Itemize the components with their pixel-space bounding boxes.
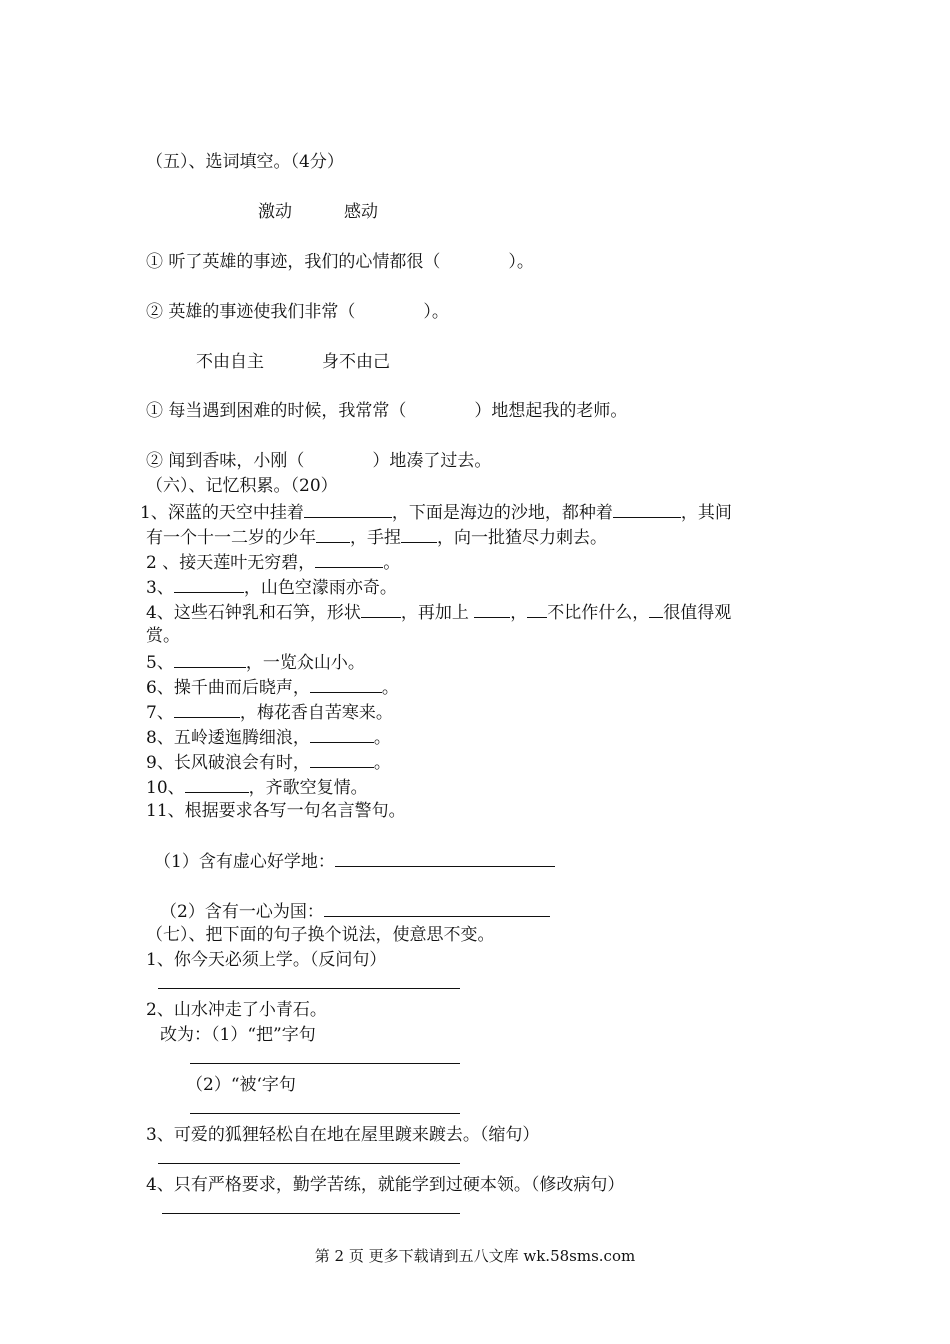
blank-line xyxy=(401,524,437,543)
memory-item-7: 7、 ，梅花香自苦寒来。 xyxy=(146,699,393,725)
question-subtext: （2）“被‘字句 xyxy=(186,1075,296,1095)
question-text: ② 英雄的事迹使我们非常（ ）。 xyxy=(146,302,449,322)
blank-line xyxy=(310,674,382,693)
blank-line xyxy=(361,599,401,618)
memory-item-9: 9、长风破浪会有时， 。 xyxy=(146,749,391,775)
question-text: 4、只有严格要求，勤学苦练，就能学到过硬本领。（修改病句） xyxy=(146,1175,625,1195)
answer-line xyxy=(190,1113,460,1114)
section6-title: （六）、记忆积累。（20） xyxy=(146,476,338,496)
answer-line xyxy=(190,1063,460,1064)
question-text: 1、你今天必须上学。（反问句） xyxy=(146,950,387,970)
blank-line xyxy=(474,599,510,618)
memory-item-3: 3、 ，山色空濛雨亦奇。 xyxy=(146,574,397,600)
page-footer: 第 2 页 更多下载请到五八文库 wk.58sms.com xyxy=(314,1247,636,1265)
blank-line xyxy=(174,699,240,718)
memory-item-10: 10、 ，齐歌空复情。 xyxy=(146,774,368,800)
question-text: ② 闻到香味，小刚（ ）地凑了过去。 xyxy=(146,451,492,471)
blank-line xyxy=(316,524,350,543)
blank-line xyxy=(335,848,555,867)
memory-item-4: 4、这些石钟乳和石笋，形状 ，再加上 ， 不比作什么， 很值得观 xyxy=(146,599,731,625)
word-option: 感动 xyxy=(344,202,378,222)
word-option: 身不由己 xyxy=(322,352,390,372)
memory-item-2: 2 、接天莲叶无穷碧， 。 xyxy=(146,549,400,575)
blank-line xyxy=(310,724,374,743)
blank-line xyxy=(324,898,550,917)
blank-line xyxy=(310,749,374,768)
memory-item-1-cont: 有一个十一二岁的少年 ，手捏 ，向一批猹尽力刺去。 xyxy=(146,524,607,550)
blank-line xyxy=(527,599,547,618)
blank-line xyxy=(315,549,383,568)
memory-item-8: 8、五岭逶迤腾细浪， 。 xyxy=(146,724,391,750)
question-text: ① 听了英雄的事迹，我们的心情都很（ ）。 xyxy=(146,252,534,272)
question-text: 3、可爱的狐狸轻松自在地在屋里踱来踱去。（缩句） xyxy=(146,1125,540,1145)
blank-line xyxy=(174,649,246,668)
blank-line xyxy=(174,574,244,593)
memory-item-11-2: （2）含有一心为国： xyxy=(160,898,550,924)
memory-item-6: 6、操千曲而后晓声， 。 xyxy=(146,674,399,700)
answer-line xyxy=(158,1163,460,1164)
word-option: 不由自主 xyxy=(196,352,264,372)
section5-title: （五）、选词填空。（4分） xyxy=(146,152,344,172)
memory-item-11: 11、根据要求各写一句名言警句。 xyxy=(146,801,406,821)
memory-item-5: 5、 ，一览众山小。 xyxy=(146,649,365,675)
question-subtext: 改为：（1）“把”字句 xyxy=(160,1025,316,1045)
word-option: 激动 xyxy=(258,202,292,222)
memory-item-4-cont: 赏。 xyxy=(146,626,180,646)
blank-line xyxy=(304,499,392,518)
answer-line xyxy=(158,988,460,989)
blank-line xyxy=(613,499,681,518)
memory-item-1: 1、深蓝的天空中挂着 ，下面是海边的沙地，都种着 ，其间 xyxy=(140,499,732,525)
section7-title: （七）、把下面的句子换个说法，使意思不变。 xyxy=(146,925,495,945)
question-text: 2、山水冲走了小青石。 xyxy=(146,1000,327,1020)
memory-item-11-1: （1）含有虚心好学地： xyxy=(154,848,555,874)
blank-line xyxy=(649,599,663,618)
blank-line xyxy=(185,774,249,793)
question-text: ① 每当遇到困难的时候，我常常（ ）地想起我的老师。 xyxy=(146,401,628,421)
answer-line xyxy=(162,1213,460,1214)
